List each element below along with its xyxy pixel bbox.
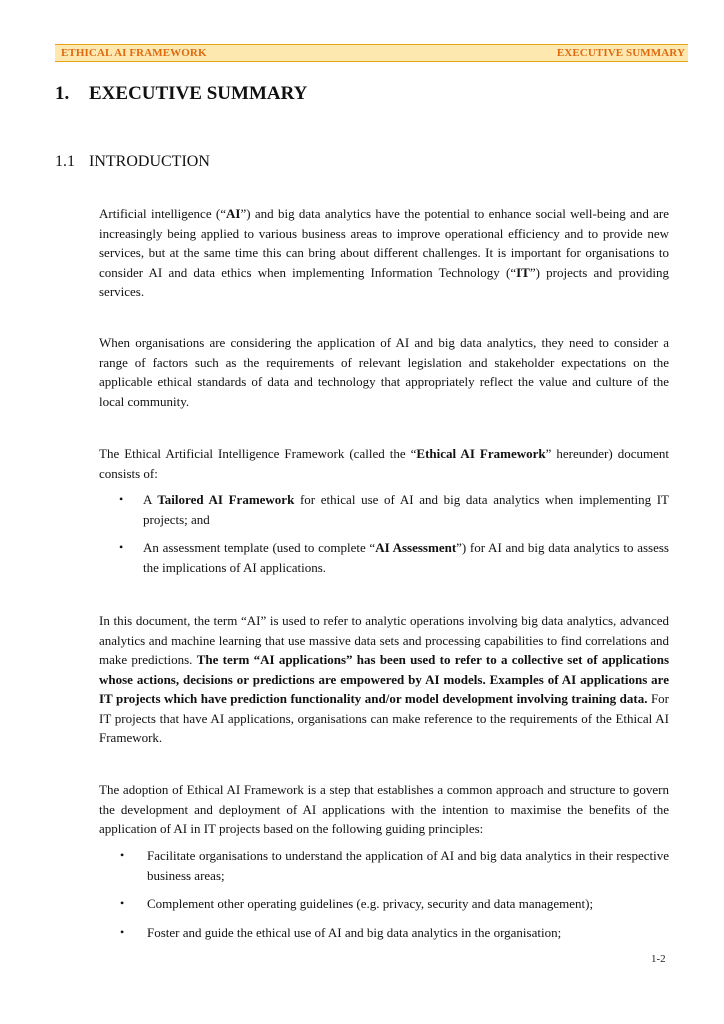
bullet-icon: • bbox=[119, 540, 124, 554]
paragraph-adoption: The adoption of Ethical AI Framework is a step that establishes a common approach and structure to govern the development and deployment of AI applications with the intention to maximise the benefits of the application of AI in IT projects based on the following guiding principles: bbox=[99, 782, 669, 836]
bullet-icon: • bbox=[120, 924, 125, 939]
page-number: 1-2 bbox=[651, 953, 666, 965]
defined-term: AI bbox=[226, 206, 241, 221]
text-run: for ethical use of AI and big data analytics when implementing IT projects; and bbox=[143, 492, 670, 527]
text-run: A bbox=[143, 492, 158, 507]
list-item bbox=[120, 923, 669, 943]
text-run: ”) for AI and big data analytics to assess the implications of AI applications. bbox=[143, 540, 669, 575]
text-run: ” hereunder) document consists of: bbox=[99, 446, 669, 481]
subsection-heading bbox=[55, 153, 210, 171]
list-item bbox=[119, 538, 669, 577]
paragraph-considerations: When organisations are considering the application of AI and big data analytics, they need to consider a range of factors such as the requirements of relevant legislation and stakeholder expectations on the applicable ethical standards of data and technology that appropriately reflect the value and culture of the local community. bbox=[99, 335, 669, 409]
list-item bbox=[120, 894, 669, 914]
running-header bbox=[55, 44, 688, 62]
header-section-title: EXECUTIVE SUMMARY bbox=[556, 47, 685, 59]
text-run: Foster and guide the ethical use of AI and big data analytics in the organisation; bbox=[147, 924, 562, 940]
header-document-title: ETHICAL AI FRAMEWORK bbox=[61, 47, 207, 59]
framework-components-list bbox=[119, 490, 670, 586]
text-run: ”) and big data analytics have the potential to enhance social well-being and are increasingly being applied to various business areas to improve operational efficiency and to provide new services, but at the same time this can bring about different challenges. It is important for organisations to consider AI and data ethics when implementing Information Technology (“ bbox=[99, 206, 669, 280]
text-run: The Ethical Artificial Intelligence Framework (called the “ bbox=[99, 446, 417, 461]
paragraph-intro bbox=[99, 204, 669, 302]
text-run: An assessment template (used to complete “ bbox=[143, 540, 376, 555]
section-heading bbox=[55, 83, 307, 105]
text-run: For IT projects that have AI applications, organisations can make reference to the requirements of the Ethical AI Framework. bbox=[99, 691, 670, 745]
defined-term: Tailored AI Framework bbox=[157, 492, 295, 507]
bullet-icon: • bbox=[119, 492, 124, 506]
subsection-number: 1.1 bbox=[55, 153, 75, 170]
defined-term: IT bbox=[516, 264, 530, 280]
paragraph-definitions bbox=[99, 611, 669, 748]
bullet-icon: • bbox=[120, 896, 125, 910]
bullet-icon: • bbox=[120, 848, 125, 862]
defined-term: Ethical AI Framework bbox=[416, 446, 546, 461]
text-run: ”) projects and providing services. bbox=[99, 264, 669, 299]
section-number: 1. bbox=[55, 83, 70, 104]
text-run: Artificial intelligence (“ bbox=[99, 206, 227, 221]
text-run: In this document, the term “AI” is used to refer to analytic operations involving big data analytics, advanced analytics and machine learning that use massive data sets and processing capabilities to find correlations and make predictions. bbox=[99, 613, 669, 667]
list-item bbox=[120, 846, 669, 885]
text-run: Facilitate organisations to understand the application of AI and big data analytics in their respective business areas; bbox=[147, 848, 669, 883]
list-item bbox=[119, 490, 670, 529]
subsection-title: INTRODUCTION bbox=[89, 153, 210, 170]
paragraph-framework bbox=[99, 444, 669, 483]
guiding-principles-list bbox=[120, 846, 669, 951]
text-run: Complement other operating guidelines (e.g. privacy, security and data management); bbox=[147, 896, 594, 911]
defined-term: AI Assessment bbox=[375, 540, 457, 555]
emphasis-text: The term “AI applications” has been used to refer to a collective set of applications whose actions, decisions or predictions are empowered by AI models. Examples of AI applications are IT projects which have prediction functionality and/or model development involving training data. bbox=[99, 652, 669, 706]
section-title: EXECUTIVE SUMMARY bbox=[89, 83, 308, 104]
